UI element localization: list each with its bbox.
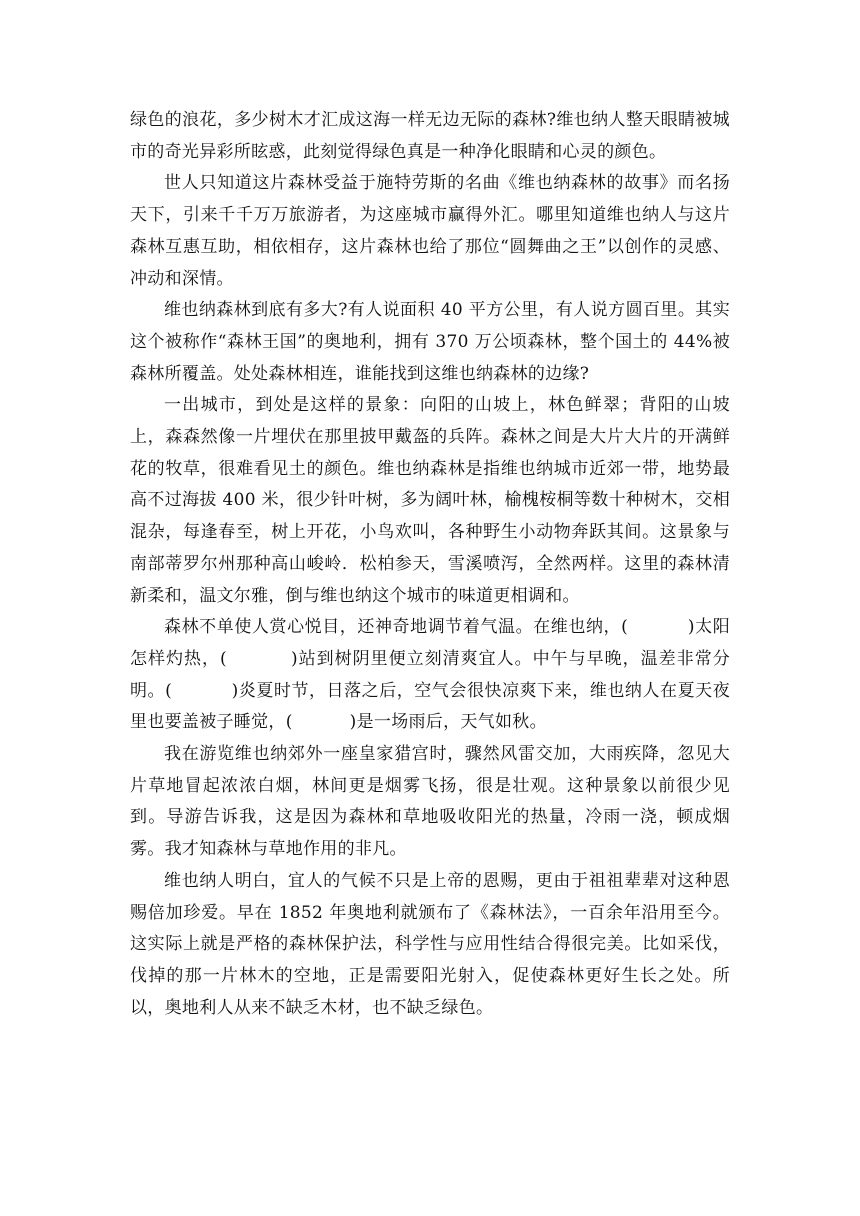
paragraph-1-continued: 绿色的浪花，多少树木才汇成这海一样无边无际的森林?维也纳人整天眼睛被城市的奇光异彩所眩惑，此刻觉得绿色真是一种净化眼睛和心灵的颜色。	[130, 110, 730, 162]
paragraph-3: 维也纳森林到底有多大?有人说面积 40 平方公里，有人说方圆百里。其实这个被称作“森林王国”的奥地利，拥有 370 万公顷森林，整个国土的 44%被森林所覆盖。处处森林相连，谁能找到这维也纳森林的边缘?	[130, 300, 730, 384]
paragraph-6: 我在游览维也纳郊外一座皇家猎宫时，骤然风雷交加，大雨疾降，忽见大片草地冒起浓浓白烟，林间更是烟雾飞扬，很是壮观。这种景象以前很少见到。导游告诉我，这是因为森林和草地吸收阳光的热量，冷雨一浇，顿成烟雾。我才知森林与草地作用的非凡。	[130, 744, 730, 860]
document-page	[130, 105, 730, 1024]
paragraph-4: 一出城市，到处是这样的景象：向阳的山坡上，林色鲜翠；背阳的山坡上，森森然像一片埋伏在那里披甲戴盔的兵阵。森林之间是大片大片的开满鲜花的牧草，很难看见土的颜色。维也纳森林是指维也纳城市近郊一带，地势最高不过海拔 400 米，很少针叶树，多为阔叶林，榆槐桉桐等数十种树木，交相混杂，每逢春至，树上开花，小鸟欢叫，各种野生小动物奔跃其间。这景象与南部蒂罗尔州那种高山峻岭．松柏参天，雪溪喷泻，全然两样。这里的森林清新柔和，温文尔雅，倒与维也纳这个城市的味道更相调和。	[130, 395, 730, 606]
paragraph-5-fill-in-blanks: 森林不单使人赏心悦目，还神奇地调节着气温。在维也纳，( )太阳怎样灼热，( )站到树阴里便立刻清爽宜人。中午与早晚，温差非常分明。( )炎夏时节，日落之后，空气会很快凉爽下来，维也纳人在夏天夜里也要盖被子睡觉，( )是一场雨后，天气如秋。	[130, 617, 730, 733]
paragraph-7: 维也纳人明白，宜人的气候不只是上帝的恩赐，更由于祖祖辈辈对这种恩赐倍加珍爱。早在 1852 年奥地利就颁布了《森林法》，一百余年沿用至今。这实际上就是严格的森林保护法，科学性与应用性结合得很完美。比如采伐，伐掉的那一片林木的空地，正是需要阳光射入，促使森林更好生长之处。所以，奥地利人从来不缺乏木材，也不缺乏绿色。	[130, 870, 730, 1018]
paragraph-2: 世人只知道这片森林受益于施特劳斯的名曲《维也纳森林的故事》而名扬天下，引来千千万万旅游者，为这座城市赢得外汇。哪里知道维也纳人与这片森林互惠互助，相依相存，这片森林也给了那位“圆舞曲之王”以创作的灵感、冲动和深情。	[130, 173, 730, 289]
